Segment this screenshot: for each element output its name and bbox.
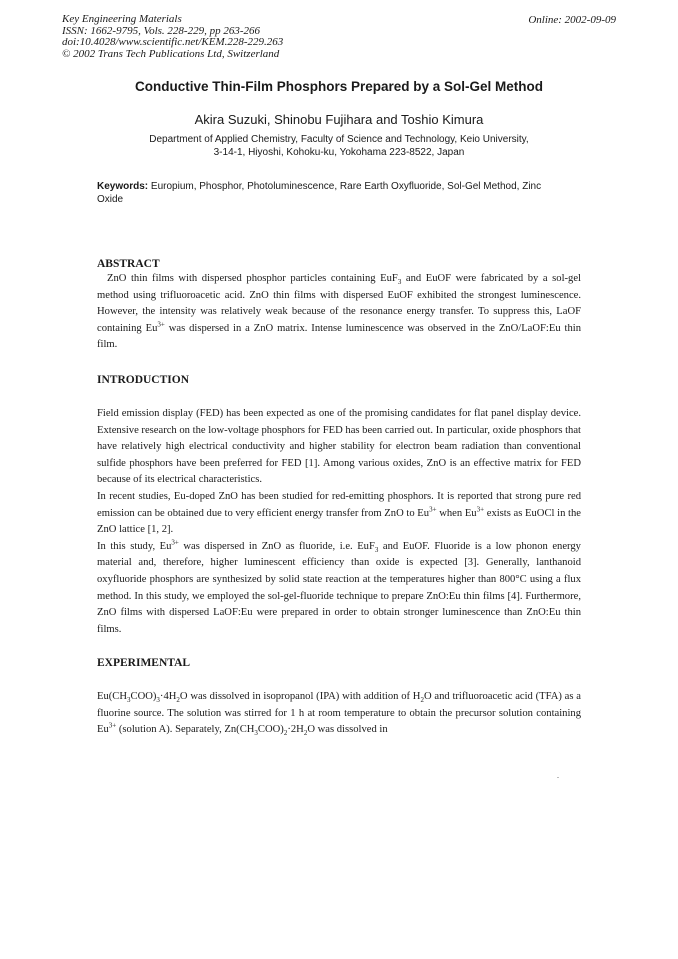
paper-title: Conductive Thin-Film Phosphors Prepared by a Sol-Gel Method (134, 79, 544, 94)
introduction-paragraph-3: In this study, $Eu^{3+}$ was dispersed in ZnO as fluoride, i.e. EuF$_3$ and EuOF. Fluoride is a low phonon energy material and, therefore, higher luminescent efficiency than oxide is expected [3]. Generally, lanthanoid oxyfluoride phosphors are synthesized by solid state reaction at the temperatures higher than 800°C using a flux method. In this study, we employed the sol-gel-fluoride technique to prepare ZnO:Eu thin films [4]. Furthermore, ZnO films with dispersed LaOF:Eu were prepared in order to obtain stronger luminescence than ZnO:Eu thin films. (97, 538, 581, 635)
issn-line: ISSN: 1662-9795, Vols. 228-229, pp 263-266 (62, 24, 260, 37)
experimental-paragraph: $Eu(CH_3COO)_3\cdot 4H_2O$ was dissolved in isopropanol (IPA) with addition of $H_2O$ and trifluoroacetic acid (TFA) as a fluorine source. The solution was stirred for 1 h at room temperature to obtain the precursor solution containing $Eu^{3+}$ (solution A). Separately, $Zn(CH_3COO)_2\cdot 2H_2O$ was dissolved in (97, 691, 581, 738)
journal-name: Key Engineering Materials (62, 13, 182, 25)
experimental-section (97, 657, 581, 739)
introduction-section (97, 374, 581, 638)
experimental-heading: EXPERIMENTAL (97, 657, 191, 669)
abstract-heading: ABSTRACT (97, 258, 160, 270)
scan-speck (557, 777, 559, 778)
keywords-text: Europium, Phosphor, Photoluminescence, Rare Earth Oxyfluoride, Sol-Gel Method, Zinc Oxide (97, 181, 542, 205)
author-list: Akira Suzuki, Shinobu Fujihara and Toshio Kimura (194, 112, 484, 127)
introduction-paragraph-1: Field emission display (FED) has been expected as one of the promising candidates for flat panel display device. Extensive research on the low-voltage phosphors for FED has been carried out. In particular, oxide phosphors that have relatively high electrical conductivity and higher stability for electron beam radiation than conventional sulfide phosphors have been preferred for FED [1]. Among various oxides, ZnO is an effective matrix for FED because of its electrical characteristics. (97, 408, 581, 486)
keywords-block (97, 180, 567, 206)
introduction-heading: INTRODUCTION (97, 374, 190, 386)
affiliation (80, 133, 598, 159)
affiliation-line-1: Department of Applied Chemistry, Faculty of Science and Technology, Keio University, (149, 134, 529, 145)
publication-info (62, 14, 283, 60)
keywords-label: Keywords: (97, 181, 149, 192)
abstract-text: ZnO thin films with dispersed phosphor particles containing EuF$_3$ and EuOF were fabricated by a sol-gel method using trifluoroacetic acid. ZnO thin films with dispersed EuOF exhibited the strongest luminescence. However, the intensity was relatively weak because of the resonance energy transfer. To suppress this, LaOF containing $Eu^{3+}$ was dispersed in a ZnO matrix. Intense luminescence was observed in the ZnO/LaOF:Eu thin film. (97, 273, 581, 351)
abstract-section (97, 258, 581, 354)
introduction-paragraph-2: In recent studies, Eu-doped ZnO has been studied for red-emitting phosphors. It is reported that strong pure red emission can be obtained due to very efficient energy transfer from ZnO to $Eu^{3+}$ when $Eu^{3+}$ exists as EuOCl in the ZnO lattice [1, 2]. (97, 490, 582, 536)
online-date: Online: 2002-09-09 (528, 14, 616, 26)
copyright-line: © 2002 Trans Tech Publications Ltd, Switzerland (62, 47, 280, 60)
doi-line[interactable]: doi:10.4028/www.scientific.net/KEM.228-229.263 (62, 36, 284, 48)
affiliation-line-2: 3-14-1, Hiyoshi, Kohoku-ku, Yokohama 223-8522, Japan (213, 147, 465, 158)
